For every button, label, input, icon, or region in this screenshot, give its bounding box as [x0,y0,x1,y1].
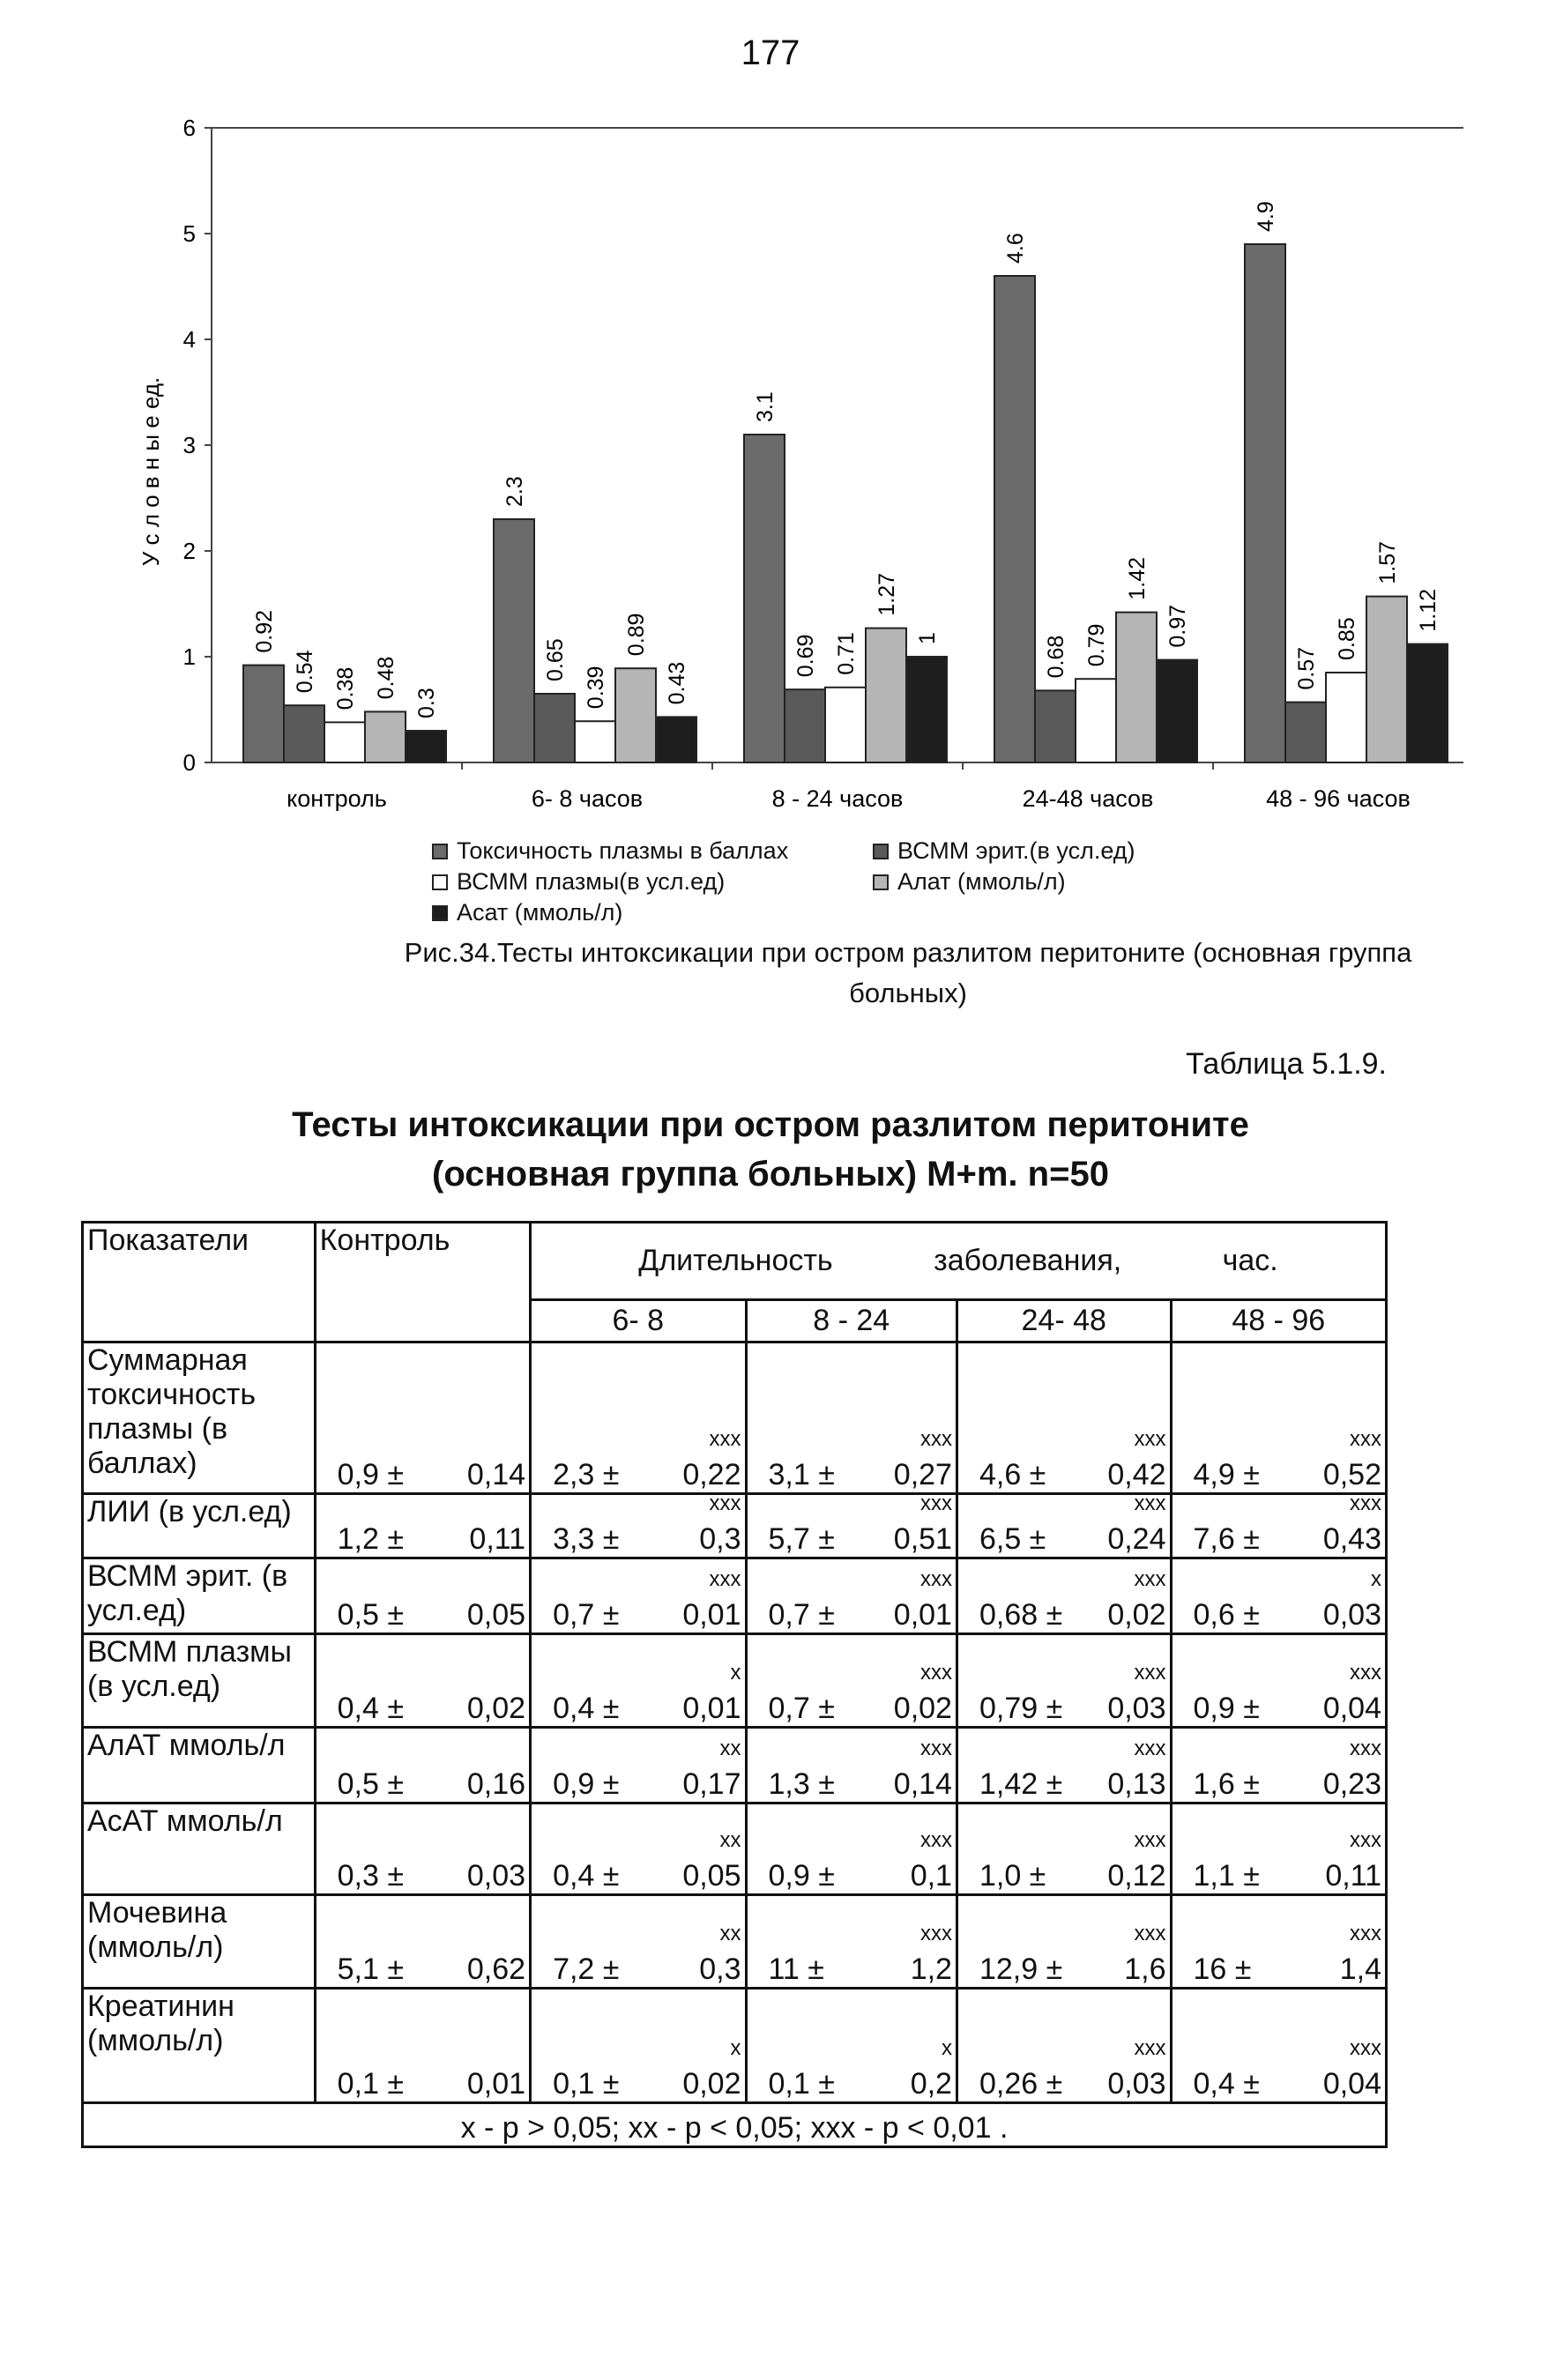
significance-mark: xxx [1134,1661,1166,1685]
error-value: 0,43 [1322,1522,1381,1556]
table-row [83,1494,1387,1558]
x-category-label: 48 - 96 часов [1266,785,1411,811]
legend-label: ВСММ плазмы(в усл.ед) [457,868,726,895]
significance-mark: xxx [919,1567,952,1591]
significance-mark: x [941,2036,952,2060]
significance-mark: x [730,2036,741,2060]
significance-mark: xxx [1134,1491,1166,1515]
row-indicator: Креатинин (ммоль/л) [83,1989,316,2103]
mean-value: 0,1 ± [553,2067,620,2101]
significance-mark: xxx [1134,1922,1166,1945]
bar-value-label: 0.69 [793,634,818,678]
mean-value: 0,5 ± [337,1767,404,1801]
value-cell [1171,1895,1386,1989]
bar [494,519,534,762]
error-value: 0,27 [893,1458,952,1491]
figure-caption [335,933,1481,1014]
significance-mark: xxx [709,1567,741,1591]
value-cell [531,1895,746,1989]
mean-value: 7,2 ± [553,1952,620,1986]
legend-label: Алат (ммоль/л) [897,868,1066,895]
mean-value: 0,7 ± [768,1598,835,1632]
bar [406,731,446,762]
mean-value: 0,4 ± [1193,2067,1260,2101]
legend-item-asat [432,899,952,926]
legend-item-vsmm-plasma [432,868,873,896]
value-cell [746,1342,957,1494]
header-hours-word: час. [1222,1244,1278,1277]
bar-value-label: 0.97 [1165,604,1190,648]
value-cell [746,1558,957,1634]
significance-mark: xxx [1134,1828,1166,1852]
header-duration [531,1223,1387,1300]
bar [1326,673,1366,762]
error-value: 1,2 [910,1952,952,1986]
error-value: 0,23 [1322,1767,1381,1801]
legend-label: Асат (ммоль/л) [457,899,623,926]
bar [906,657,947,762]
error-value: 0,01 [466,2067,526,2101]
mean-value: 2,3 ± [553,1458,620,1491]
legend-label: Токсичность плазмы в баллах [457,837,789,864]
legend-swatch [873,874,889,890]
significance-mark: xx [719,1922,741,1945]
bar [1035,690,1076,762]
chart-legend [432,837,1314,930]
bar [534,694,575,762]
bar-value-label: 0.85 [1335,617,1359,660]
error-value: 0,22 [682,1458,741,1491]
error-value: 0,01 [893,1598,952,1632]
period-header: 8 - 24 [746,1300,957,1342]
value-cell [957,1804,1171,1895]
bar [1407,644,1448,762]
x-category-label: 8 - 24 часов [771,785,904,811]
bar [284,705,324,762]
error-value: 0,17 [682,1767,741,1801]
period-header: 24- 48 [957,1300,1171,1342]
value-cell [315,1728,530,1804]
error-value: 0,42 [1107,1458,1166,1491]
x-category-label: контроль [287,785,387,811]
bar [825,688,866,762]
value-cell [957,1491,1171,1558]
significance-mark: xxx [919,1427,952,1451]
error-value: 0,03 [466,1859,526,1893]
value-cell [1171,1989,1386,2103]
table-row [83,1895,1387,1989]
bar-value-label: 0.68 [1044,635,1068,679]
significance-mark: xxx [919,1661,952,1685]
bar [1157,660,1197,762]
bar-value-label: 0.38 [333,666,358,710]
error-value: 0,11 [469,1522,526,1556]
bar-value-label: 1 [915,632,940,644]
error-value: 0,52 [1322,1458,1381,1491]
significance-mark: xxx [919,1737,952,1760]
mean-value: 0,7 ± [553,1598,620,1632]
value-cell [1171,1491,1386,1558]
error-value: 0,24 [1107,1522,1166,1556]
significance-mark: xx [719,1737,741,1760]
table-row [83,1989,1387,2103]
error-value: 0,1 [910,1859,952,1893]
value-cell [746,1895,957,1989]
table-title-line: Тесты интоксикации при остром разлитом перитоните [292,1105,1249,1144]
mean-value: 7,6 ± [1193,1522,1260,1556]
y-tick-label: 2 [182,538,196,564]
legend-item-toxicity [432,837,873,865]
bar [994,276,1035,762]
table-row [83,1728,1387,1804]
error-value: 0,3 [699,1522,741,1556]
figure-caption-line: больных) [849,978,967,1008]
mean-value: 0,5 ± [337,1598,404,1632]
significance-mark: xxx [1350,2036,1381,2060]
mean-value: 1,3 ± [768,1767,835,1801]
table-title-line: (основная группа больных) М+m. n=50 [432,1155,1109,1194]
bar [1076,679,1116,762]
mean-value: 0,4 ± [553,1692,620,1725]
error-value: 0,14 [466,1458,526,1491]
error-value: 0,04 [1322,1692,1381,1725]
mean-value: 4,9 ± [1193,1458,1260,1491]
error-value: 0,02 [893,1692,952,1725]
significance-mark: xxx [1134,1427,1166,1451]
error-value: 0,14 [893,1767,952,1801]
significance-mark: xxx [1350,1491,1381,1515]
error-value: 0,16 [466,1767,526,1801]
significance-mark: xxx [1350,1922,1381,1945]
bar-value-label: 3.1 [753,391,778,422]
bar-value-label: 1.57 [1375,540,1400,584]
mean-value: 0,4 ± [553,1859,620,1893]
row-indicator: ВСММ плазмы (в усл.ед) [83,1634,316,1728]
page-number: 177 [741,33,800,72]
bar-value-label: 0.92 [252,609,277,653]
value-cell [957,1558,1171,1634]
significance-mark: xxx [919,1922,952,1945]
mean-value: 0,79 ± [979,1692,1063,1725]
value-cell [957,1895,1171,1989]
error-value: 0,02 [466,1692,526,1725]
table-header-row [83,1223,1387,1300]
bar-value-label: 2.3 [502,476,527,507]
legend-swatch [432,874,448,890]
value-cell [746,1728,957,1804]
bar-value-label: 1.27 [875,572,899,616]
bar [744,435,785,762]
mean-value: 6,5 ± [979,1522,1046,1556]
mean-value: 3,3 ± [553,1522,620,1556]
bar-value-label: 0.89 [624,613,649,657]
mean-value: 16 ± [1193,1952,1252,1986]
error-value: 0,03 [1322,1598,1381,1632]
legend-label: ВСММ эрит.(в усл.ед) [897,837,1135,864]
error-value: 0,05 [466,1598,526,1632]
bar [324,722,365,762]
bar [243,666,284,762]
bar-value-label: 4.9 [1254,201,1278,232]
value-cell [531,1728,746,1804]
figure-caption-line: Рис.34.Тесты интоксикации при остром разлитом перитоните (основная группа [404,937,1412,968]
table-row [83,1804,1387,1895]
mean-value: 1,0 ± [979,1859,1046,1893]
row-indicator: АсАТ ммоль/л [83,1804,316,1895]
value-cell [315,1494,530,1558]
bar-value-label: 4.6 [1003,233,1028,264]
value-cell [957,1989,1171,2103]
value-cell [531,1634,746,1728]
row-indicator: Суммарная токсичность плазмы (в баллах) [83,1342,316,1494]
value-cell [1171,1342,1386,1494]
value-cell [531,1804,746,1895]
value-cell [746,1989,957,2103]
value-cell [315,1342,530,1494]
value-cell [531,1342,746,1494]
error-value: 0,03 [1107,2067,1166,2101]
header-indicators: Показатели [83,1223,316,1342]
mean-value: 3,1 ± [768,1458,835,1491]
row-indicator: ЛИИ (в усл.ед) [83,1494,316,1558]
legend-item-alat [873,868,1314,896]
mean-value: 0,1 ± [768,2067,835,2101]
bar [785,689,825,762]
significance-mark: xxx [1350,1828,1381,1852]
bar [1285,703,1326,762]
bar-value-label: 0.48 [374,656,398,700]
value-cell [746,1634,957,1728]
mean-value: 0,9 ± [553,1767,620,1801]
bar-value-label: 0.43 [665,661,689,705]
bar [615,668,656,762]
value-cell [957,1342,1171,1494]
error-value: 0,11 [1325,1859,1381,1893]
significance-mark: xxx [709,1491,741,1515]
value-cell [531,1491,746,1558]
error-value: 0,12 [1107,1859,1166,1893]
y-tick-label: 0 [182,749,196,776]
bar [1366,597,1407,762]
error-value: 0,01 [682,1692,741,1725]
table-footnote: х - р > 0,05; хх - р < 0,05; ххх - р < 0,01 . [83,2103,1387,2147]
value-cell [531,1989,746,2103]
bar-value-label: 0.39 [584,666,608,710]
significance-mark: xxx [1134,1737,1166,1760]
legend-swatch [432,844,448,859]
error-value: 0,02 [682,2067,741,2101]
period-header: 6- 8 [531,1300,746,1342]
significance-mark: xx [719,1828,741,1852]
mean-value: 0,4 ± [337,1692,404,1725]
mean-value: 1,6 ± [1193,1767,1260,1801]
mean-value: 1,42 ± [979,1767,1063,1801]
significance-mark: xxx [709,1427,741,1451]
legend-swatch [432,905,448,921]
row-indicator: Мочевина (ммоль/л) [83,1895,316,1989]
bar [1116,613,1157,762]
value-cell [315,1558,530,1634]
bar [575,721,615,762]
y-tick-label: 5 [182,220,196,247]
error-value: 1,4 [1339,1952,1381,1986]
bar [1245,244,1285,762]
significance-mark: xxx [1350,1737,1381,1760]
mean-value: 0,3 ± [337,1859,404,1893]
mean-value: 12,9 ± [979,1952,1063,1986]
value-cell [315,1634,530,1728]
y-tick-label: 1 [182,643,196,670]
y-tick-label: 3 [182,432,196,458]
legend-swatch [873,844,889,859]
y-tick-label: 4 [182,326,196,353]
significance-mark: xxx [919,1491,952,1515]
significance-mark: xxx [1134,1567,1166,1591]
significance-mark: xxx [919,1828,952,1852]
mean-value: 0,26 ± [979,2067,1063,2101]
error-value: 1,6 [1124,1952,1166,1986]
significance-mark: xxx [1134,2036,1166,2060]
value-cell [1171,1558,1386,1634]
row-indicator: ВСММ эрит. (в усл.ед) [83,1558,316,1634]
bar-value-label: 0.65 [543,638,568,681]
value-cell [315,1804,530,1895]
bar-value-label: 1.42 [1125,556,1150,600]
mean-value: 5,1 ± [337,1952,404,1986]
table-row [83,1558,1387,1634]
mean-value: 0,68 ± [979,1598,1063,1632]
value-cell [1171,1634,1386,1728]
bar-value-label: 0.57 [1294,646,1319,690]
mean-value: 0,7 ± [768,1692,835,1725]
error-value: 0,04 [1322,2067,1381,2101]
value-cell [746,1804,957,1895]
error-value: 0,62 [466,1952,526,1986]
value-cell [957,1634,1171,1728]
error-value: 0,02 [1107,1598,1166,1632]
significance-mark: x [730,1661,741,1685]
error-value: 0,01 [682,1598,741,1632]
mean-value: 1,2 ± [337,1522,404,1556]
bar [365,711,406,762]
mean-value: 11 ± [768,1952,824,1986]
bar-value-label: 0.54 [293,650,317,694]
data-table [81,1221,1388,2148]
value-cell [315,1895,530,1989]
error-value: 0,51 [893,1522,952,1556]
y-axis-label: У с л о в н ы е ед. [138,376,164,567]
value-cell [746,1491,957,1558]
significance-mark: x [1371,1567,1381,1591]
x-category-label: 24-48 часов [1022,785,1154,811]
table-footnote-row [83,2103,1387,2147]
bar-value-label: 1.12 [1416,588,1440,632]
table-row [83,1342,1387,1494]
header-disease-word: заболевания, [934,1244,1122,1277]
significance-mark: xxx [1350,1661,1381,1685]
bar [656,717,696,762]
error-value: 0,05 [682,1859,741,1893]
error-value: 0,03 [1107,1692,1166,1725]
bar-value-label: 0.3 [414,688,439,718]
row-indicator: АлАТ ммоль/л [83,1728,316,1804]
mean-value: 0,6 ± [1193,1598,1260,1632]
mean-value: 0,9 ± [1193,1692,1260,1725]
mean-value: 0,9 ± [337,1458,404,1491]
error-value: 0,2 [910,2067,952,2101]
value-cell [315,1989,530,2103]
table-label: Таблица 5.1.9. [1186,1047,1387,1081]
error-value: 0,3 [699,1952,741,1986]
x-category-label: 6- 8 часов [531,785,644,811]
mean-value: 0,9 ± [768,1859,835,1893]
period-header: 48 - 96 [1171,1300,1386,1342]
y-tick-label: 6 [182,115,196,141]
header-duration-word: Длительность [638,1244,833,1277]
value-cell [531,1558,746,1634]
mean-value: 4,6 ± [979,1458,1046,1491]
error-value: 0,13 [1107,1767,1166,1801]
bar-value-label: 0.79 [1084,623,1109,667]
legend-item-vsmm-erit [873,837,1314,865]
value-cell [1171,1804,1386,1895]
mean-value: 1,1 ± [1193,1859,1260,1893]
mean-value: 5,7 ± [768,1522,835,1556]
mean-value: 0,1 ± [337,2067,404,2101]
bar-value-label: 0.71 [834,632,859,675]
value-cell [1171,1728,1386,1804]
bar-chart [123,106,1472,811]
table-row [83,1634,1387,1728]
value-cell [957,1728,1171,1804]
table-title [0,1100,1541,1199]
header-control: Контроль [315,1223,530,1342]
bar [866,628,906,762]
significance-mark: xxx [1350,1427,1381,1451]
